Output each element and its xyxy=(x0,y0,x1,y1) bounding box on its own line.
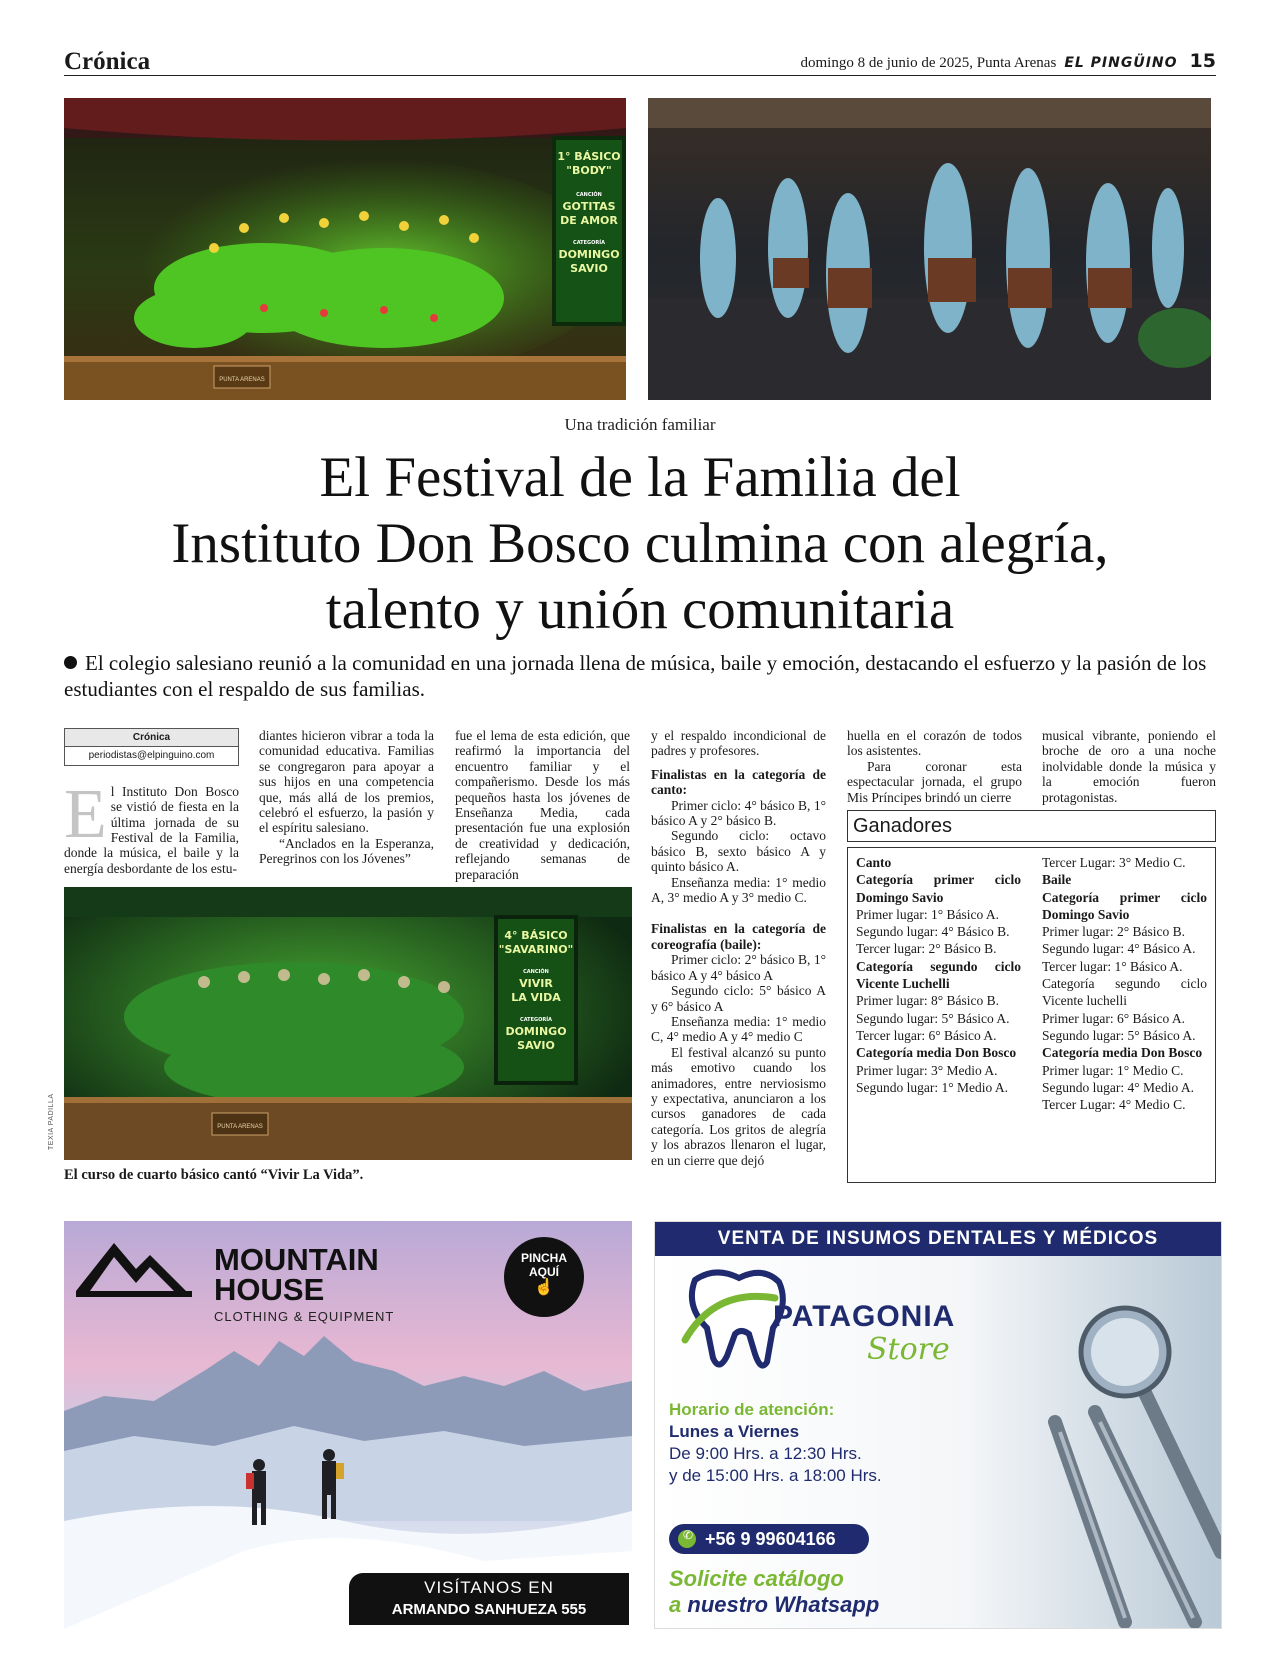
winners-entry: Categoría media Don Bosco xyxy=(856,1045,1017,1061)
ad-cta-line: PINCHA xyxy=(520,1251,567,1265)
ad-hours-1: De 9:00 Hrs. a 12:30 Hrs. xyxy=(669,1444,862,1463)
article-column-1 xyxy=(64,728,239,876)
winners-box xyxy=(847,847,1216,1183)
winners-column-left xyxy=(856,854,1021,1096)
winners-entry: Tercer lugar: 1° Básico A. xyxy=(1042,958,1183,974)
winners-entry: Primer lugar: 1° Básico A. xyxy=(856,906,1000,922)
winners-title: Ganadores xyxy=(847,810,1216,842)
photo-credit: TEXIA PADILLA xyxy=(48,1093,55,1150)
newspaper-brand: EL PINGÜINO xyxy=(1064,55,1178,71)
ad-visit-line2: ARMANDO SANHUEZA 555 xyxy=(391,1601,587,1618)
list-item: Segundo ciclo: 5° básico A y 6° básico A xyxy=(651,983,826,1014)
ad-phone[interactable]: +56 9 99604166 xyxy=(705,1529,836,1549)
section-name: Crónica xyxy=(64,48,151,75)
photo-dancers-avatar xyxy=(648,98,1211,400)
page-number: 15 xyxy=(1189,50,1216,72)
winners-entry: Categoría primer ciclo Domingo Savio xyxy=(856,872,1021,905)
winners-entry: Segundo lugar: 4° Básico B. xyxy=(856,924,1010,940)
article-column-2 xyxy=(259,728,434,867)
screen-text: DOMINGO xyxy=(558,248,620,261)
date-place: domingo 8 de junio de 2025, Punta Arenas xyxy=(800,55,1057,71)
paragraph: Para coronar esta espectacular jornada, el grupo Mis Príncipes brindó un cierre xyxy=(847,758,1022,805)
photo-choir-first-grade xyxy=(64,98,626,400)
winners-entry: Categoría segundo ciclo Vicente luchelli xyxy=(1042,976,1207,1009)
ad-cta-line2[interactable] xyxy=(669,1592,879,1618)
screen-text: "SAVARINO" xyxy=(498,943,574,956)
ad-visit-banner xyxy=(349,1573,629,1625)
list-item: Primer ciclo: 2° básico B, 1° básico A y 4° básico A xyxy=(651,952,826,983)
lead-text: El colegio salesiano reunió a la comunidad en una jornada llena de música, baile y emoción, destacando el esfuerzo y la pasión de los estudiantes con el respaldo de sus familias. xyxy=(64,651,1207,701)
photo-choir-fourth-grade xyxy=(64,887,632,1160)
ad-tagline: CLOTHING & EQUIPMENT xyxy=(214,1309,395,1324)
screen-text: SAVIO xyxy=(517,1039,555,1052)
ad-banner: VENTA DE INSUMOS DENTALES Y MÉDICOS xyxy=(717,1228,1159,1249)
paragraph: y el respaldo incondicional de padres y profesores. xyxy=(651,728,826,759)
winners-entry: Primer lugar: 2° Básico B. xyxy=(1042,924,1186,940)
paragraph: l Instituto Don Bosco se vistió de fiesta en la última jornada de su Festival de la Familia, donde la música, el baile y la energía desbordante de los estu- xyxy=(64,783,239,876)
winners-entry: Canto xyxy=(856,855,892,870)
screen-text: CANCIÓN xyxy=(576,192,602,198)
page-header xyxy=(64,48,1216,76)
list-item: Enseñanza media: 1° medio C, 4° medio A y 4° medio C xyxy=(651,1013,826,1045)
screen-text: 4° BÁSICO xyxy=(504,929,568,942)
whatsapp-icon: ✆ xyxy=(682,1528,694,1542)
headline-line: talento y unión comunitaria xyxy=(325,578,955,641)
screen-text: VIVIR xyxy=(519,977,553,990)
winners-entry: Primer lugar: 1° Medio C. xyxy=(1042,1062,1184,1078)
screen-text: SAVIO xyxy=(570,262,608,275)
paragraph: diantes hicieron vibrar a toda la comunidad educativa. Familias se congregaron para apoyar a sus hijos en una competencia que, más allá de los premios, celebró el esfuerzo, la pasión y el espíritu salesiano. xyxy=(259,728,434,836)
winners-entry: Categoría media Don Bosco xyxy=(1042,1045,1203,1061)
photo-caption: El curso de cuarto básico cantó “Vivir La Vida”. xyxy=(64,1167,364,1183)
ad-patagonia-store[interactable] xyxy=(654,1221,1222,1629)
ad-cta-a: a xyxy=(669,1592,682,1617)
drop-cap: E xyxy=(64,775,107,853)
screen-text: CATEGORÍA xyxy=(520,1017,552,1023)
article-lead xyxy=(64,650,1216,702)
subheading: Finalistas en la categoría de coreografía (baile): xyxy=(651,921,826,952)
subheading: Finalistas en la categoría de canto: xyxy=(651,766,826,798)
article-column-6 xyxy=(1042,728,1216,805)
winners-entry: Segundo lugar: 4° Básico A. xyxy=(1042,941,1196,957)
winners-entry: Segundo lugar: 1° Medio A. xyxy=(856,1079,1009,1095)
ad-brand-script: Store xyxy=(867,1332,950,1367)
winners-entry: Tercer lugar: 2° Básico B. xyxy=(856,941,997,957)
winners-entry: Tercer Lugar: 3° Medio C. xyxy=(1042,855,1186,870)
headline-line: Instituto Don Bosco culmina con alegría, xyxy=(171,512,1109,575)
paragraph: fue el lema de esta edición, que reafirmó la importancia del encuentro familiar y el compañerismo. Desde los más pequeños hasta los jóvenes de Enseñanza Media, cada presentación fue una explosión de creatividad y dedicación, reflejando semanas de preparación xyxy=(455,728,630,882)
byline-name: Crónica xyxy=(65,729,238,747)
list-item: Segundo ciclo: octavo básico B, sexto básico A y quinto básico A. xyxy=(651,828,826,875)
winners-entry: Segundo lugar: 5° Básico A. xyxy=(856,1010,1010,1026)
winners-entry: Segundo lugar: 4° Medio A. xyxy=(1042,1079,1195,1095)
paragraph: “Anclados en la Esperanza, Peregrinos con los Jóvenes” xyxy=(259,835,434,867)
screen-text: DOMINGO xyxy=(505,1025,567,1038)
winners-entry: Segundo lugar: 5° Básico A. xyxy=(1042,1027,1196,1043)
winners-entry: Tercer Lugar: 4° Medio C. xyxy=(1042,1097,1186,1113)
screen-text: CANCIÓN xyxy=(523,969,549,975)
screen-text: "BODY" xyxy=(566,164,612,177)
paragraph: El festival alcanzó su punto más emotivo cuando los animadores, entre nerviosismo y expectativa, anunciaron a los cursos ganadores de cada categoría. Los gritos de alegría y los abrazos llenaron el lugar, en un cierre que dejó xyxy=(651,1044,826,1168)
ad-visit-line1: VISÍTANOS EN xyxy=(424,1578,554,1597)
screen-text: DE AMOR xyxy=(560,214,618,227)
winners-entry: Categoría primer ciclo Domingo Savio xyxy=(1042,889,1207,922)
article-headline xyxy=(64,445,1216,643)
byline-email[interactable]: periodistas@elpinguino.com xyxy=(88,750,215,762)
paragraph: musical vibrante, poniendo el broche de oro a una noche inolvidable donde la música y la emoción fueron protagonistas. xyxy=(1042,728,1216,805)
ad-brand: PATAGONIA xyxy=(773,1300,956,1333)
byline xyxy=(64,728,239,766)
winners-column-right xyxy=(1042,854,1207,1113)
pointer-hand-icon: ☝ xyxy=(534,1279,554,1296)
ad-hours-title: Horario de atención: xyxy=(669,1400,835,1419)
paragraph: huella en el corazón de todos los asistentes. xyxy=(847,728,1022,759)
screen-text: GOTITAS xyxy=(562,200,616,213)
headline-line: El Festival de la Familia del xyxy=(319,446,961,509)
screen-text: LA VIDA xyxy=(511,991,561,1004)
winners-entry: Primer lugar: 8° Básico B. xyxy=(856,993,1000,1009)
winners-entry: Baile xyxy=(1042,872,1072,888)
winners-entry: Primer lugar: 6° Básico A. xyxy=(1042,1010,1186,1026)
ad-cta-line1: Solicite catálogo xyxy=(669,1566,844,1591)
stage-sign-text: PUNTA ARENAS xyxy=(217,1124,263,1130)
article-column-4 xyxy=(651,728,826,1168)
bullet-icon xyxy=(64,656,77,669)
ad-brand-line1: MOUNTAIN xyxy=(214,1242,379,1277)
winners-entry: Primer lugar: 3° Medio A. xyxy=(856,1062,998,1078)
ad-hours-2: y de 15:00 Hrs. a 18:00 Hrs. xyxy=(669,1466,882,1485)
ad-cta-line: AQUÍ xyxy=(529,1265,559,1279)
header-right xyxy=(801,50,1217,74)
screen-text: CATEGORÍA xyxy=(573,240,605,246)
article-column-3 xyxy=(455,728,630,882)
winners-entry: Tercer lugar: 6° Básico A. xyxy=(856,1027,997,1043)
ad-mountain-house[interactable] xyxy=(64,1221,632,1629)
stage-sign-text: PUNTA ARENAS xyxy=(219,377,265,383)
list-item: Enseñanza media: 1° medio A, 3° medio A y 3° medio C. xyxy=(651,874,826,906)
ad-days: Lunes a Viernes xyxy=(669,1422,800,1441)
screen-text: 1° BÁSICO xyxy=(557,150,621,163)
list-item: Primer ciclo: 4° básico B, 1° básico A y 2° básico B. xyxy=(651,797,826,829)
ad-cta-b: nuestro Whatsapp xyxy=(687,1592,880,1617)
article-kicker: Una tradición familiar xyxy=(564,415,716,434)
article-column-5 xyxy=(847,728,1022,805)
ad-brand-line2: HOUSE xyxy=(214,1272,325,1307)
winners-entry: Categoría segundo ciclo Vicente Luchelli xyxy=(856,958,1021,992)
ad-cta-button[interactable] xyxy=(504,1251,584,1297)
